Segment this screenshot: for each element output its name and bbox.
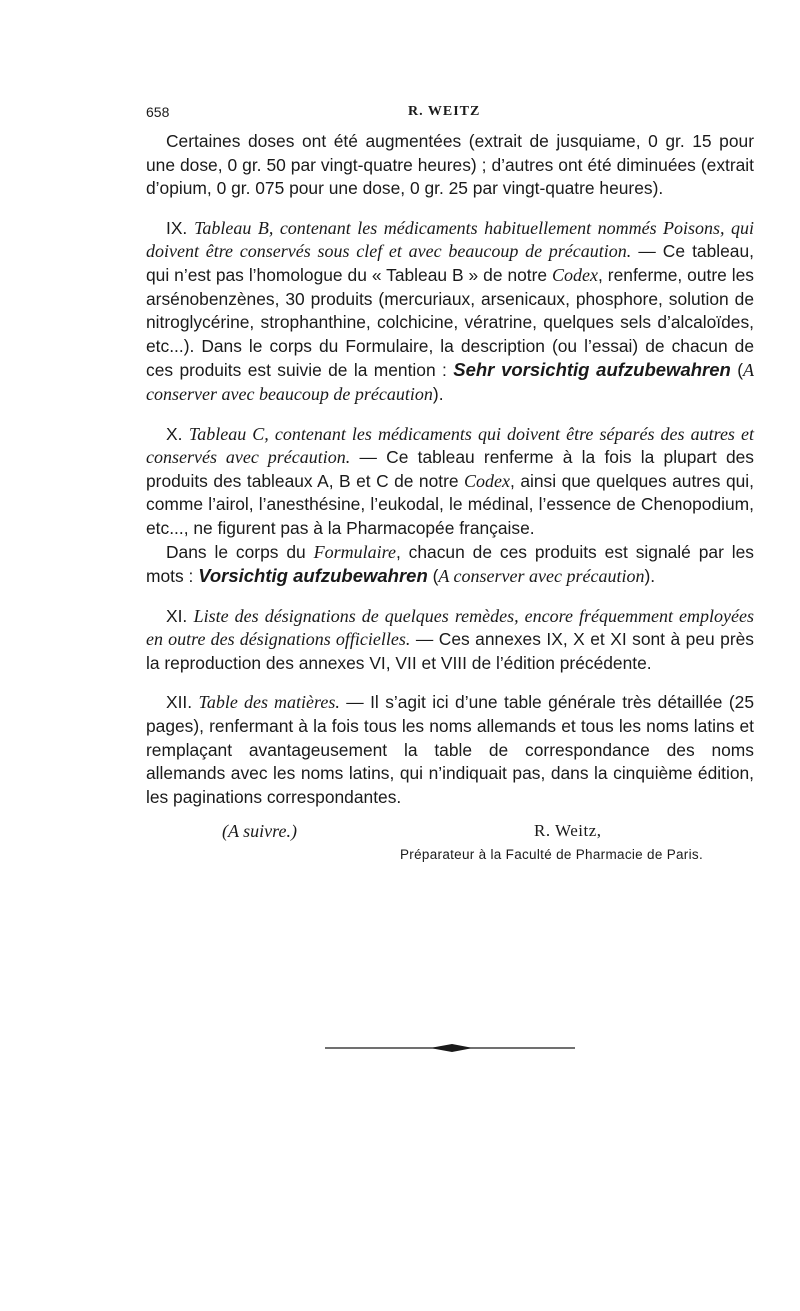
tableau-b-heading: Tableau B, contenant les médicaments habituellement nommés Poisons, qui doivent être conservés sous clef et avec beaucoup de précaution. — [146, 217, 754, 262]
french-translation-c: A conserver avec précaution — [438, 566, 645, 587]
codex-ref: Codex — [464, 470, 511, 491]
formulaire-ref: Formulaire — [313, 541, 396, 562]
end-ornament-rule — [325, 1040, 575, 1056]
paren-close: ). — [644, 566, 656, 587]
tableau-b-text-2: , renferme, outre les arsénobenzènes, 30 produits (mercuriaux, arsenicaux, phosphore, solution de nitroglycérine, strophanthine, colchicine, vératrine, quelques sels d’alcaloïdes, etc...). Dans le corps du Formulaire, la description (ou l’essai) de chacun de ces produits est suivie de la mention : — [146, 264, 754, 381]
tableau-b-text-1: — Ce tableau, qui n’est pas l’homologue du « Tableau B » de notre — [146, 241, 754, 285]
author-name: R. Weitz, — [534, 821, 602, 841]
running-head — [146, 104, 754, 130]
section-number-xi: XI. — [166, 605, 194, 626]
paragraph-formulaire — [146, 541, 754, 589]
liste-heading: Liste des désignations de quelques remèdes, encore fréquemment employées en outre des désignations officielles. — [146, 605, 754, 650]
section-number-ix: IX. — [166, 217, 195, 238]
paren-open: ( — [730, 360, 744, 381]
signature-block — [146, 821, 754, 881]
paragraph-doses — [146, 130, 754, 201]
a-suivre-note: (A suivre.) — [222, 821, 297, 842]
tableau-c-heading: Tableau C, contenant les médicaments qui doivent être séparés des autres et conservés avec précaution. — [146, 423, 754, 468]
formulaire-text-1: Dans le corps du — [166, 541, 314, 562]
paragraph-tableau-b — [146, 217, 754, 407]
tableau-c-text-1: — Ce tableau renferme à la fois la plupart des produits des tableaux A, B et C de notre — [146, 447, 754, 491]
page-number: 658 — [146, 104, 170, 120]
formulaire-text-2: , chacun de ces produits est signalé par les mots : — [146, 541, 754, 587]
codex-ref: Codex — [552, 264, 599, 285]
table-matieres-heading: Table des matières. — [198, 692, 340, 713]
table-matieres-text: — Il s’agit ici d’une table générale très détaillée (25 pages), renfermant à la fois tous les noms allemands et tous les noms latins et remplaçant avantageusement la table de correspondance des noms allemands avec les noms latins, qui n’indiquait pas, dans la cinquième édition, les paginations correspondantes. — [146, 692, 754, 807]
page-body — [146, 104, 754, 881]
liste-text: — Ces annexes IX, X et XI sont à peu près la reproduction des annexes VI, VII et VIII de l’édition précédente. — [146, 629, 754, 673]
german-mention-sehr: Sehr vorsichtig aufzubewahren — [453, 359, 731, 381]
paragraph-table-matieres — [146, 691, 754, 809]
tableau-c-text-2: , ainsi que quelques autres qui, comme l’airol, l’anesthésine, l’eukodal, le médinal, l’essence de Chenopodium, etc..., ne figurent pas à la Pharmacopée française. — [146, 470, 754, 538]
paren-close: ). — [432, 383, 444, 404]
section-number-x: X. — [166, 423, 189, 444]
section-number-xii: XII. — [166, 692, 199, 713]
paren-open: ( — [427, 566, 439, 587]
paragraph-tableau-c — [146, 423, 754, 541]
author-affiliation: Préparateur à la Faculté de Pharmacie de Paris. — [400, 847, 703, 863]
french-translation-b: A conserver avec beaucoup de précaution — [146, 360, 755, 404]
german-mention-vorsichtig: Vorsichtig aufzubewahren — [198, 565, 428, 587]
paragraph-liste — [146, 605, 754, 676]
paragraph-doses-text: Certaines doses ont été augmentées (extrait de jusquiame, 0 gr. 15 pour une dose, 0 gr. 50 par vingt-quatre heures) ; d’autres ont été diminuées (extrait d’opium, 0 gr. 075 pour une dose, 0 gr. 25 par vingt-quatre heures). — [146, 131, 754, 199]
running-title: R. WEITZ — [408, 104, 481, 119]
